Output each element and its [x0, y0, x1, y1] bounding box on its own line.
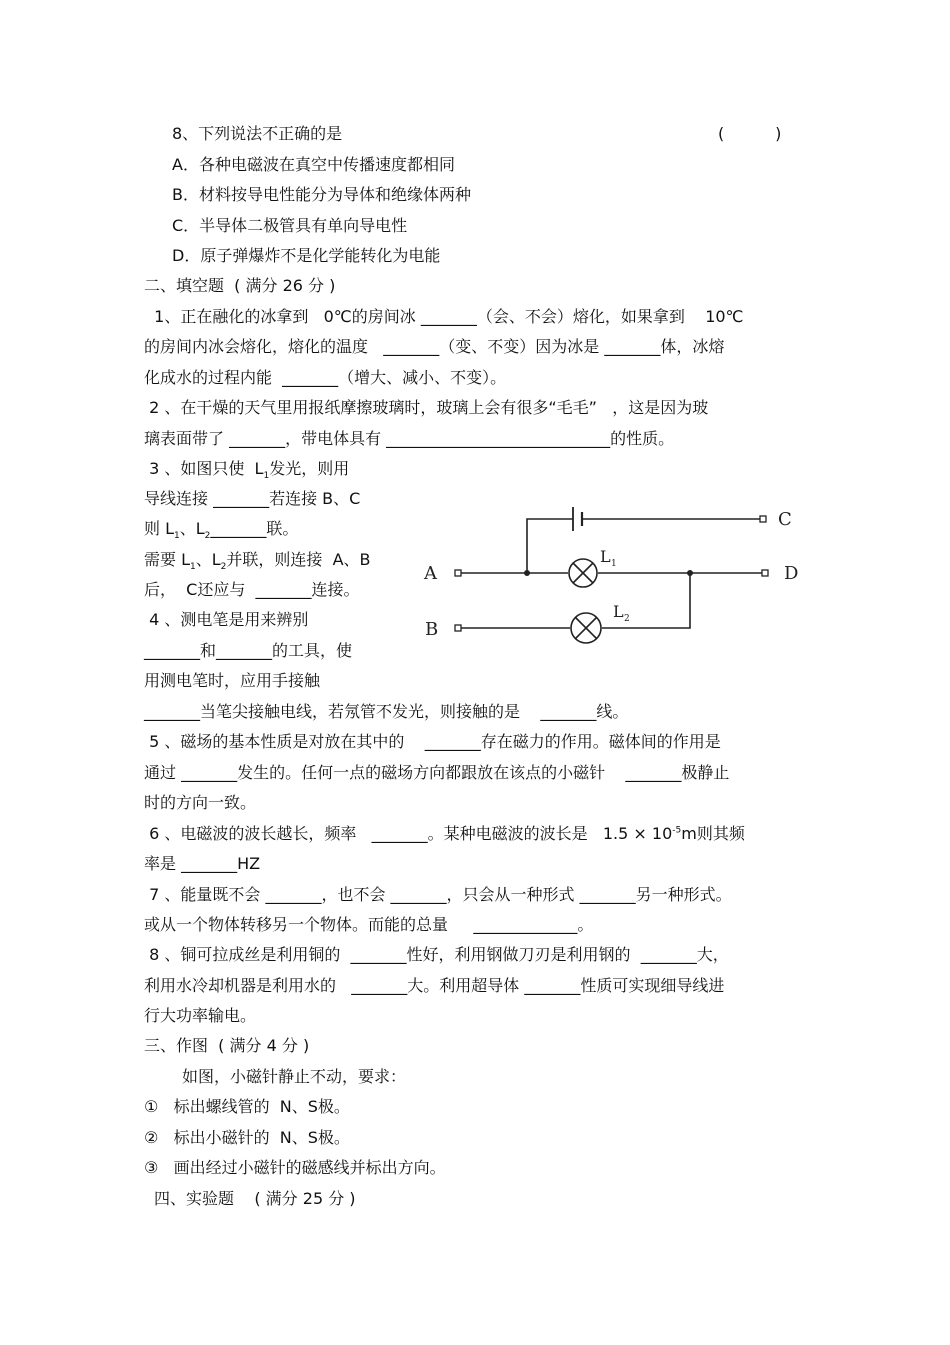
fill-q3-line4-sub2: 2	[220, 562, 227, 573]
label-a: A	[424, 563, 437, 584]
label-d: D	[784, 563, 799, 584]
fill-q3-line4-b: 、L	[195, 550, 221, 569]
fill-q5-line1: 5 、磁场的基本性质是对放在其中的 _______存在磁力的作用。磁体间的作用是	[144, 732, 721, 751]
q8-option-c: C．半导体二极管具有单向导电性	[172, 216, 408, 235]
q8-option-b: B．材料按导电性能分为导体和绝缘体两种	[172, 185, 471, 204]
wire-bottom-right	[602, 573, 690, 628]
wire-top-left	[527, 519, 573, 573]
section4-heading: 四、实验题 ( 满分 25 分 )	[154, 1189, 356, 1208]
label-l2-sub: 2	[624, 614, 630, 624]
fill-q6-line2: 率是 _______HZ	[144, 854, 261, 873]
terminal-b	[455, 625, 461, 631]
fill-q8-line3: 行大功率输电。	[144, 1006, 257, 1025]
terminal-d	[762, 570, 768, 576]
fill-q3-line4-a: 需要 L	[144, 550, 191, 569]
fill-q4-line2: _______和_______的工具，使	[144, 641, 353, 660]
label-c: C	[778, 509, 792, 530]
junction-left	[524, 570, 530, 576]
section3-intro: 如图，小磁针静止不动，要求：	[182, 1067, 407, 1086]
fill-q3-line1-b: 发光，则用	[269, 459, 350, 478]
q8-option-d: D．原子弹爆炸不是化学能转化为电能	[172, 246, 441, 265]
label-b: B	[425, 619, 439, 640]
fill-q3-line2: 导线连接 _______若连接 B、C	[144, 489, 361, 508]
fill-q3-line1-sub: 1	[263, 471, 270, 482]
label-l1: L	[600, 547, 611, 566]
section3-item-2: ② 标出小磁针的 N、S极。	[144, 1128, 350, 1147]
fill-q3-line4-sub1: 1	[190, 562, 196, 573]
fill-q8-line2: 利用水冷却机器是利用水的 _______大。利用超导体 _______性质可实现细导线进	[144, 976, 725, 995]
terminal-c	[760, 516, 766, 522]
fill-q5-line3: 时的方向一致。	[144, 793, 257, 812]
fill-q5-line2: 通过 _______发生的。任何一点的磁场方向都跟放在该点的小磁针 _______极静止	[144, 763, 730, 782]
section2-heading: 二、填空题 ( 满分 26 分 )	[144, 276, 336, 295]
fill-q3-line3	[144, 519, 299, 542]
section3-heading: 三、作图 ( 满分 4 分 )	[144, 1036, 310, 1055]
lamp-l2-icon	[571, 613, 601, 643]
fill-q3-line3-c: _______联。	[210, 519, 299, 538]
fill-q3-line3-b: 、L	[179, 519, 205, 538]
fill-q3-line3-sub2: 2	[204, 531, 211, 542]
fill-q6-exponent: -5	[672, 825, 682, 836]
terminal-a	[455, 570, 461, 576]
label-l2: L	[613, 602, 624, 621]
fill-q3-line4	[144, 550, 371, 573]
section3-item-1: ① 标出螺线管的 N、S极。	[144, 1097, 350, 1116]
section3-item-3: ③ 画出经过小磁针的磁感线并标出方向。	[144, 1158, 446, 1177]
fill-q7-line2: 或从一个物体转移另一个物体。而能的总量 _____________。	[144, 915, 594, 934]
lamp-l1-icon	[569, 559, 597, 587]
fill-q4-line4: _______当笔尖接触电线，若氖管不发光，则接触的是 _______线。	[144, 702, 629, 721]
q8-option-a: A．各种电磁波在真空中传播速度都相同	[172, 155, 455, 174]
junction-right	[687, 570, 693, 576]
fill-q6-line1-b: m则其频	[681, 824, 745, 843]
fill-q7-line1: 7 、能量既不会 _______，也不会 _______，只会从一种形式 _______另一种形式。	[144, 885, 732, 904]
fill-q3-line4-c: 并联，则连接 A、B	[226, 550, 371, 569]
fill-q2-line2: 璃表面带了 _______，带电体具有 ____________________________的性质。	[144, 429, 675, 448]
fill-q1-line3: 化成水的过程内能 _______（增大、减小、不变）。	[144, 368, 507, 387]
fill-q6-line1	[144, 824, 745, 844]
fill-q1-line1: 1、正在融化的冰拿到 0℃的房间冰 _______（会、不会）熔化，如果拿到 10℃	[144, 307, 744, 326]
fill-q8-line1: 8 、铜可拉成丝是利用铜的 _______性好，利用钢做刀刃是利用钢的 _______大，	[144, 945, 729, 964]
fill-q2-line1: 2 、在干燥的天气里用报纸摩擦玻璃时，玻璃上会有很多“毛毛” ，这是因为玻	[144, 398, 709, 417]
fill-q4-line1: 4 、测电笔是用来辨别	[144, 610, 309, 629]
fill-q4-line3: 用测电笔时，应用手接触	[144, 671, 321, 690]
q8-answer-paren: ( )	[718, 124, 782, 143]
q8-title: 8、下列说法不正确的是	[172, 124, 343, 143]
fill-q3-line3-sub1: 1	[174, 531, 180, 542]
fill-q3-line1	[144, 459, 350, 482]
fill-q1-line2: 的房间内冰会熔化，熔化的温度 _______（变、不变）因为冰是 _______体，冰熔	[144, 337, 725, 356]
fill-q3-line5: 后， C还应与 _______连接。	[144, 580, 360, 599]
fill-q3-line1-a: 3 、如图只使 L	[144, 459, 264, 478]
label-l1-sub: 1	[611, 559, 617, 569]
fill-q6-line1-a: 6 、电磁波的波长越长，频率 _______。某种电磁波的波长是 1.5 × 10	[144, 824, 673, 843]
fill-q3-line3-a: 则 L	[144, 519, 175, 538]
